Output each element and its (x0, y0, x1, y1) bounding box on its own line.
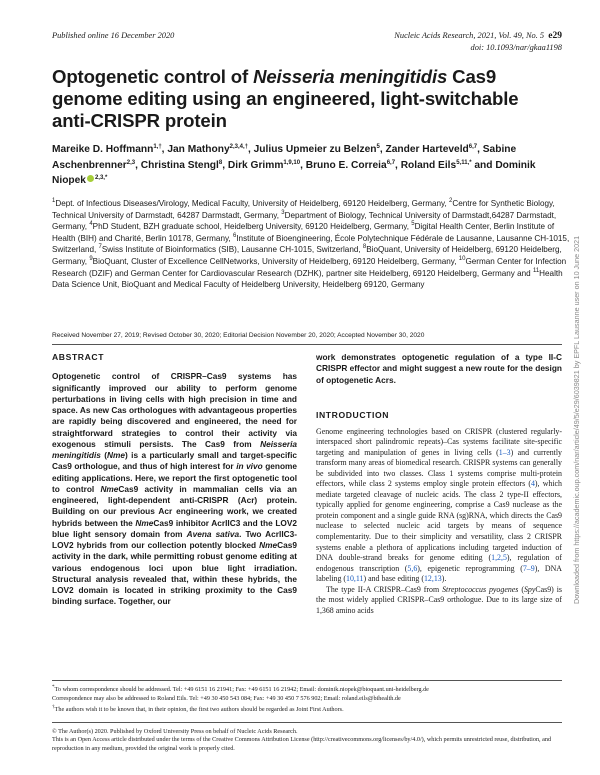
author[interactable]: Dominik Niopek $^{2,3,*}$ (52, 159, 536, 186)
author[interactable]: Roland Eils$^{5,11,*}$ (400, 159, 472, 171)
citation-link[interactable]: 10,11 (346, 574, 364, 584)
citation-link[interactable]: 1,2,5 (491, 553, 507, 563)
introduction (316, 410, 562, 616)
download-notice: Downloaded from https://academic.oup.com/nar/article/49/5/e29/6039821 by EPFL Lausanne user on 10 June 2021 (572, 235, 581, 604)
download-sidebar (571, 186, 583, 606)
correspondence-note: Correspondence may also be addressed to Roland Eils. Tel: +49 30 450 543 084; Fax: +49 30 450 7 576 902; Email: roland.eils@bihealth.de (52, 694, 401, 702)
page-number: e29 (548, 31, 562, 41)
author[interactable]: Jan Mathony$^{2,3,4,\dagger}$ (167, 144, 248, 155)
abstract-heading: ABSTRACT (52, 352, 105, 362)
author-list: Mareike D. Hoffmann$^{1,\dagger}$, Jan Mathony$^{2,3,4,\dagger}$, Julius Upmeier zu Belzen$^5$, Zander Harteveld$^{6,7}$, Sabine Aschenbrenner$^{2,3}$, Christina Stengl$^8$, Dirk Grimm$^{1,9,10}$, Bruno E. Correia$^{6,7}$, Roland Eils$^{5,11,*}$ and Dominik Niopek $^{2,3,*}$ (52, 144, 536, 186)
correspondence-note: *To whom correspondence should be addressed. Tel: +49 6151 16 21941; Fax: +49 6151 16 21942; Email: dominik.niopek@bioquant.uni-heidelberg.de (52, 684, 429, 694)
author[interactable]: Sabine Aschenbrenner$^{2,3}$ (52, 144, 517, 171)
joint-first-author-note: †The authors wish it to be known that, in their opinion, the first two authors should be regarded as Joint First Authors. (52, 704, 344, 714)
running-head-right (394, 30, 562, 53)
license (52, 728, 567, 753)
license-divider (52, 722, 562, 723)
intro-paragraph: The type II-A CRISPR–Cas9 from Streptococcus pyogenes (SpyCas9) is the most widely applied CRISPR–Cas9 orthologue. Due to its large size of 1,368 amino acids (316, 584, 562, 615)
author[interactable]: Christina Stengl$^8$ (140, 159, 223, 171)
author[interactable]: Mareike D. Hoffmann$^{1,\dagger}$ (52, 144, 162, 155)
abstract (52, 352, 297, 608)
citation-link[interactable]: 5,6 (407, 563, 418, 573)
author[interactable]: Dirk Grimm$^{1,9,10}$ (227, 159, 301, 171)
abstract-body: Optogenetic control of CRISPR–Cas9 systems has significantly improved our ability to perform genome perturbations in living cells with high precision in time and space. As new Cas orthologues with advantageous properties are rapidly being discovered and engineered, the need for straightforward strategies to control their activity via exogenous stimuli persists. The Cas9 from Neisseria meningitidis (Nme) is a particularly small and target-specific Cas9 orthologue, and thus of high interest for in vivo genome editing applications. Here, we report the first optogenetic tool to control NmeCas9 activity in mammalian cells via an engineered, light-dependent anti-CRISPR (Acr) protein. Building on our previous Acr engineering work, we created hybrids between the NmeCas9 inhibitor AcrIIC3 and the LOV2 blue light sensory domain from Avena sativa. Two AcrIIC3-LOV2 hybrids from our collection potently blocked NmeCas9 activity in the dark, while permitting robust genome editing at various endogenous loci upon blue light irradiation. Structural analysis revealed that, within these hybrids, the LOV2 domain is located in striking proximity to the Cas9 binding surface. Together, our (52, 371, 298, 607)
affiliations: $^1$Dept. of Infectious Diseases/Virology, Medical Faculty, University of Heidelberg, 69120 Heidelberg, Germany, $^2$Centre for Synthetic Biology, Technical University of Darmstadt, 64287 Darmstadt, Germany, $^3$Department of Biology, Technical University of Darmstadt,64287 Darmstadt, Germany, $^4$PhD Student, BZH graduate school, Heidelberg University, 69120 Heidelberg, Germany, $^5$Digital Health Center, Berlin Institute of Health (BIH) and Charité, Berlin 10178, Germany, $^6$Institute of Bioengineering, École Polytechnique Fédérale de Lausanne, Lausanne CH-1015, Switzerland, $^7$Swiss Institute of Bioinformatics (SIB), Lausanne CH-1015, Switzerland, $^8$BioQuant, University of Heidelberg, 69120 Heidelberg, Germany, $^9$BioQuant, Cluster of Excellence CellNetworks, University of Heidelberg, 69120 Heidelberg, Germany, $^{10}$German Center for Infection Research (DZIF) and German Center for Cardiovascular Research (DZHK), partner site Heidelberg, 69120 Heidelberg, Germany and $^{11}$Health Data Science Unit, BioQuant and Medical Faculty of Heidelberg University, Heidelberg 69120, Germany (52, 198, 570, 290)
license-text: This is an Open Access article distributed under the terms of the Creative Commons Attribution License (http://creativecommons.org/licenses/by/4.0/), which permits unrestricted reuse, distribution, and reproduction in any medium, provided the original work is properly cited. (52, 736, 552, 752)
footnote-divider (52, 680, 562, 681)
citation-link[interactable]: 12,13 (423, 574, 442, 584)
divider (52, 344, 562, 345)
running-head-left: Published online 16 December 2020 (52, 31, 175, 40)
citation-link[interactable]: 4 (530, 479, 535, 489)
doi: doi: 10.1093/nar/gkaa1198 (470, 43, 562, 52)
author[interactable]: Julius Upmeier zu Belzen$^5$ (253, 144, 380, 155)
citation-link[interactable]: 1–3 (498, 447, 511, 457)
article-title: Optogenetic control of Neisseria meningitidis Cas9 genome editing using an engineered, light-switchable anti-CRISPR protein (52, 66, 519, 131)
footnotes (52, 683, 562, 715)
introduction-heading: INTRODUCTION (316, 410, 390, 420)
copyright-line: © The Author(s) 2020. Published by Oxford University Press on behalf of Nucleic Acids Research. (52, 728, 298, 735)
author[interactable]: Zander Harteveld$^{6,7}$ (385, 144, 478, 155)
title-species: Neisseria meningitidis (253, 66, 448, 87)
journal-citation: Nucleic Acids Research, 2021, Vol. 49, No. 5 (394, 31, 545, 40)
intro-paragraph: Genome engineering technologies based on CRISPR (clustered regularly-interspaced short palindromic repeats)–Cas systems facilitate site-specific targeting and manipulation of genes in living cells (1–3) and currently transform many areas of biomedical research. CRISPR systems can generally be subdivided into two classes. Class 1 systems comprise multi-protein effectors, while class 2 systems employ single protein effectors (4), which mediate targeted cleavage of nucleic acids. The class 2 type-II effectors, typically applied for genome engineering, comprise a Cas9 nuclease as the protein component and a single guide RNA (sg)RNA, which directs the Cas9 nuclease to selected nucleic acid targets by means of sequence complementarity. Due to their simplicity and versatility, class 2 CRISPR systems enable a plethora of applications including targeted induction of DNA double-strand breaks for genome editing (1,2,5), regulation of endogenous transcription (5,6), epigenetic reprogramming (7–9), DNA labeling (10,11) and base editing (12,13). (316, 426, 563, 584)
received-dates: Received November 27, 2019; Revised October 30, 2020; Editorial Decision November 20, 2020; Accepted November 30, 2020 (52, 332, 425, 339)
orcid-icon[interactable] (87, 175, 94, 182)
citation-link[interactable]: 7–9 (522, 563, 535, 573)
author[interactable]: Bruno E. Correia$^{6,7}$ (305, 159, 396, 171)
abstract-continued: work demonstrates optogenetic regulation of a type II-C CRISPR effector and might suggest a new route for the design of optogenetic Acrs. (316, 352, 562, 385)
